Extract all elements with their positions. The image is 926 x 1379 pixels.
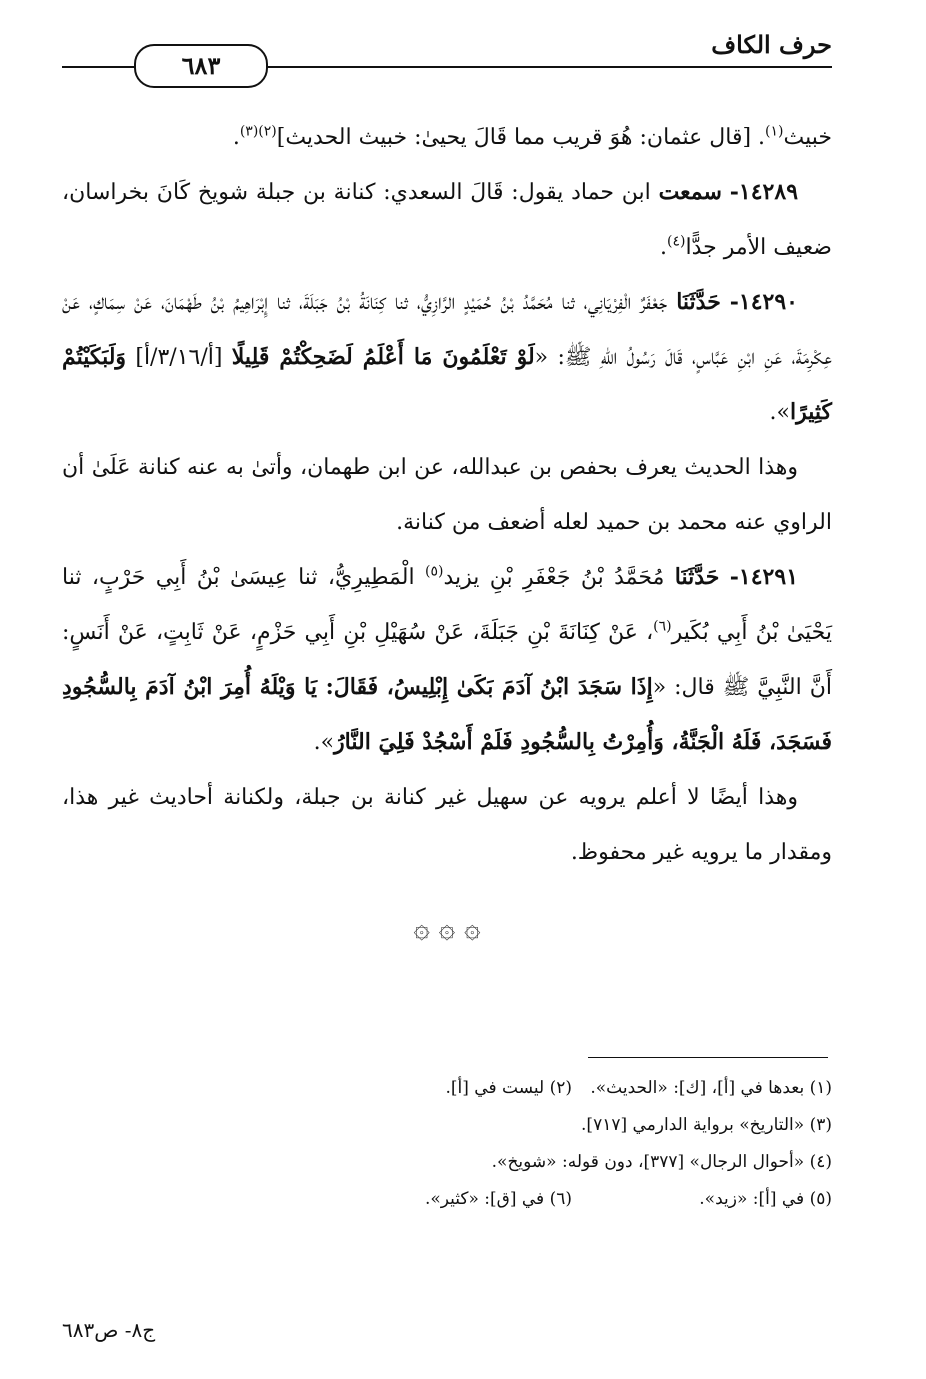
paragraph-14290 [62,275,832,440]
hadith-text: وَلَبَكَيْتُمْ كَثِيرًا [62,344,832,425]
footnote-marker: (٦) [653,618,672,635]
hadith-text: لَوْ تَعْلَمُونَ مَا أَعْلَمُ لَضَحِكْتُمْ قَلِيلًا [231,344,535,370]
entry-number: ١٤٢٩١- [729,564,799,590]
ornament-divider: ۞ ۞ ۞ [413,911,481,944]
text-segment: . [232,125,240,150]
text-segment: ». [313,730,335,755]
paragraph-commentary [62,770,832,880]
footnote-3: (٣) «التاريخ» برواية الدارمي [٧١٧]. [581,1115,832,1135]
footnote-marker: (٢)(٣) [239,123,277,140]
footnote-5: (٥) في [أ]: «زيد». [699,1189,832,1209]
footnote-row [62,1107,832,1144]
text-segment: مُحَمَّدُ بْنُ جَعْفَرِ بْنِ يزيد [443,565,665,590]
text-segment: . [659,235,667,260]
footnote-6: (٦) في [ق]: «كثير». [424,1189,572,1209]
text-segment: جَعْفَرٌ الْفِرْيَانِي، ثنا مُحَمَّدُ بْنُ حُمَيْدٍ الرَّازِيُّ، ثنا كِنَانَةُ بْنُ جَبَلَةَ، ثنا إِبْرَاهِيمُ بْنُ طَهْمَانَ، عَنْ سِمَاكٍ، عَنْ عِكْرِمَةَ، عَنِ ابْنِ عَبَّاسٍ، قَالَ رَسُولُ اللهِ ﷺ: « [62,290,833,370]
footnote-row [62,1181,832,1218]
footnote-2: (٢) ليست في [أ]. [445,1078,572,1098]
page-number-badge: ٦٨٣ [134,44,268,88]
text-segment: خبيث [783,125,832,150]
paragraph-continuation [62,110,832,165]
text-segment: . [قال عثمان: هُوَ قريب مما قَالَ يحيىٰ: خبيث الحديث] [276,125,766,150]
paragraph-14291 [62,550,832,770]
footnote-row [62,1070,832,1107]
text-segment: الْمَطِيرِيُّ، ثنا عِيسَىٰ بْنُ أَبِي حَرْبٍ، ثنا يَحْيَىٰ بْنُ أَبِي بُكَير [62,565,832,645]
entry-number: ١٤٢٩٠- [729,289,798,315]
narration-keyword: سمعت [658,179,722,205]
text-segment: وهذا الحديث يعرف بحفص بن عبدالله، عن ابن طهمان، وأتىٰ به عنه كنانة عَلَىٰ أن الراوي عنه محمد بن حميد لعله أضعف من كنانة. [62,455,832,535]
text-segment: وهذا أيضًا لا أعلم يرويه عن سهيل غير كنانة بن جبلة، ولكنانة أحاديث غير هذا، ومقدار ما يرويه غير محفوظ. [62,785,832,865]
text-segment: ». [769,400,790,425]
footnote-1: (١) بعدها في [أ]، [ك]: «الحديث». [590,1078,832,1098]
main-text [62,110,832,955]
hadith-text: إِذَا سَجَدَ ابْنُ آدَمَ بَكَىٰ إِبْلِيسُ، فَقَالَ: يَا وَيْلَهُ أُمِرَ ابْنُ آدَمَ بِالسُّجُودِ فَسَجَدَ، فَلَهُ الْجَنَّةُ، وَأُمِرْتُ بِالسُّجُودِ فَلَمْ أَسْجُدْ فَلِيَ النَّارُ [62,674,832,755]
footnote-marker: (٥) [424,563,444,580]
volume-page-reference: ج٨- ص٦٨٣ [62,1318,156,1342]
chapter-title: حرف الكاف [711,30,832,59]
entry-number: ١٤٢٨٩- [729,179,799,205]
page-header [62,28,832,80]
paragraph-commentary [62,440,832,550]
paragraph-14289 [62,165,832,275]
narration-keyword: حَدَّثَنَا [676,289,721,315]
footnote-4: (٤) «أحوال الرجال» [٣٧٧]، دون قوله: «شويخ». [491,1152,832,1172]
footnote-rule [588,1057,828,1058]
manuscript-ref: [أ/٣/١٦/أ] [126,345,232,370]
text-segment: ابن حماد يقول: قَالَ السعدي: كنانة بن جبلة شويخ كَانَ بخراسان، ضعيف الأمر جدًّا [62,180,832,260]
footnote-marker: (١) [765,123,784,140]
text-segment: ، عَنْ كِنَانَةَ بْنِ جَبَلَةَ، عَنْ سُهَيْلِ بْنِ أَبِي حَزْمٍ، عَنْ ثَابِتٍ، عَنْ أَنَسٍ: أَنَّ النَّبِيَّ ﷺ قال: « [62,620,832,700]
footnote-row [62,1144,832,1181]
footnote-marker: (٤) [666,233,686,250]
narration-keyword: حَدَّثَنَا [674,564,720,590]
footnotes [62,1070,832,1218]
